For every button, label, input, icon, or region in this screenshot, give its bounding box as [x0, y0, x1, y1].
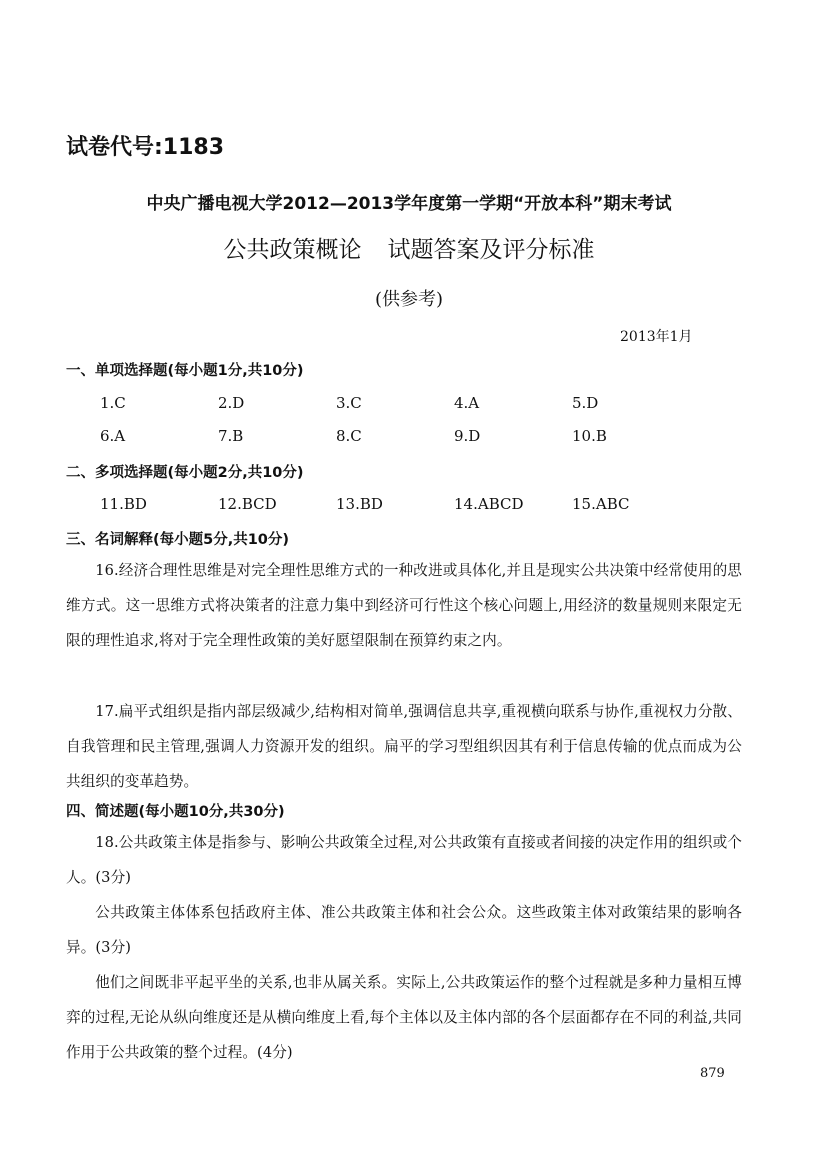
answer-item: 6.A — [100, 427, 126, 445]
answer-18-part-2: 公共政策主体体系包括政府主体、准公共政策主体和社会公众。这些政策主体对政策结果的影响各异。(3分) — [66, 904, 742, 956]
answer-item: 15.ABC — [572, 495, 630, 513]
answer-item: 5.D — [572, 394, 599, 412]
answer-item: 14.ABCD — [454, 495, 524, 513]
answer-item: 11.BD — [100, 495, 147, 513]
reference-note: (供参考) — [374, 289, 444, 310]
answer-item: 13.BD — [336, 495, 383, 513]
section-4-heading: 四、简述题(每小题10分,共30分) — [66, 804, 285, 820]
answer-16: 16.经济合理性思维是对完全理性思维方式的一种改进或具体化,并且是现实公共决策中经常使用的思维方式。这一思维方式将决策者的注意力集中到经济可行性这个核心问题上,用经济的数量规则来限定无限的理性追求,将对于完全理性政策的美好愿望限制在预算约束之内。 — [66, 562, 742, 649]
paper-code: 试卷代号:1183 — [66, 135, 225, 160]
exam-date: 2013年1月 — [620, 329, 693, 345]
course-name: 公共政策概论 — [223, 237, 362, 263]
document-title — [0, 231, 818, 264]
answer-item: 1.C — [100, 394, 126, 412]
answer-item: 3.C — [336, 394, 362, 412]
page-number: 879 — [700, 1066, 725, 1081]
section-2-heading: 二、多项选择题(每小题2分,共10分) — [66, 465, 304, 481]
answer-item: 2.D — [218, 394, 245, 412]
answer-item: 9.D — [454, 427, 481, 445]
section-1-heading: 一、单项选择题(每小题1分,共10分) — [66, 363, 304, 379]
answer-18-part-1: 18.公共政策主体是指参与、影响公共政策全过程,对公共政策有直接或者间接的决定作用的组织或个人。(3分) — [66, 834, 742, 886]
answer-18-part-3: 他们之间既非平起平坐的关系,也非从属关系。实际上,公共政策运作的整个过程就是多种力量相互博弈的过程,无论从纵向维度还是从横向维度上看,每个主体以及主体内部的各个层面都存在不同的利益,共同作用于公共政策的整个过程。(4分) — [66, 974, 742, 1061]
doc-title: 试题答案及评分标准 — [387, 237, 595, 263]
answer-item: 4.A — [454, 394, 480, 412]
exam-title: 中央广播电视大学2012—2013学年度第一学期“开放本科”期末考试 — [146, 194, 672, 214]
answer-item: 10.B — [572, 427, 607, 445]
answer-item: 8.C — [336, 427, 362, 445]
section-3-heading: 三、名词解释(每小题5分,共10分) — [66, 532, 290, 548]
answer-item: 12.BCD — [218, 495, 277, 513]
answer-item: 7.B — [218, 427, 244, 445]
answer-17: 17.扁平式组织是指内部层级减少,结构相对简单,强调信息共享,重视横向联系与协作,重视权力分散、自我管理和民主管理,强调人力资源开发的组织。扁平的学习型组织因其有利于信息传输的优点而成为公共组织的变革趋势。 — [66, 703, 742, 790]
